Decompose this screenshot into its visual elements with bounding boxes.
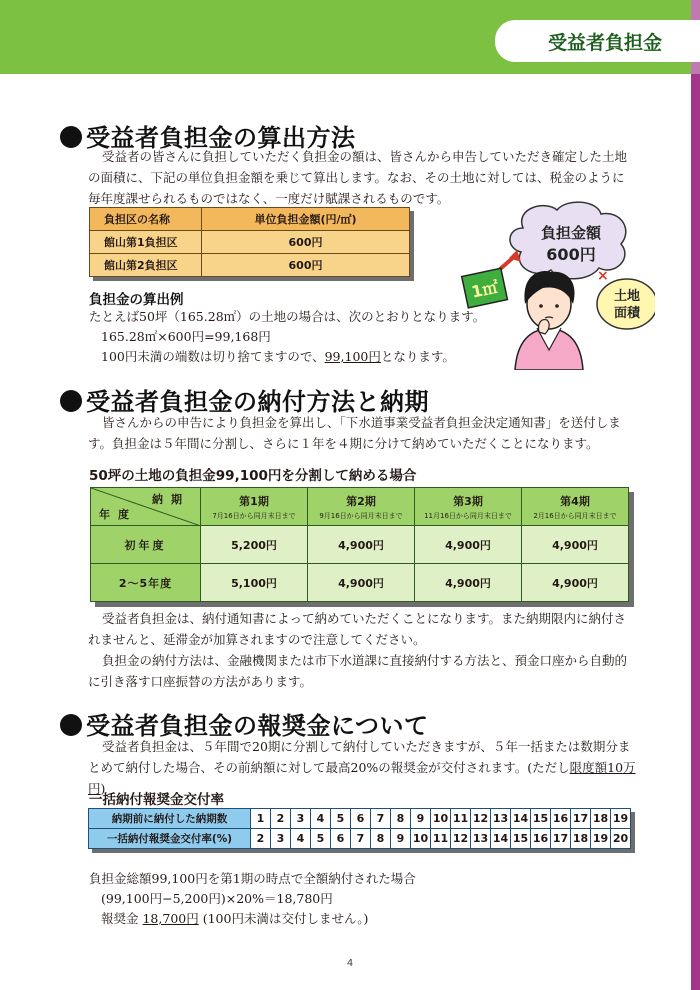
calc-line1: 負担金総額99,100円を第1期の時点で全額納付された場合 bbox=[89, 871, 416, 886]
table-row bbox=[89, 829, 631, 849]
bullet-dot-icon bbox=[60, 390, 82, 412]
reward-table-title: 一括納付報奨金交付率 bbox=[89, 792, 224, 808]
period-header: 第3期 11月16日から同月末日まで bbox=[415, 488, 522, 526]
table-cell: 16 bbox=[551, 809, 571, 829]
period-table-title: 50坪の土地の負担金99,100円を分割して納める場合 bbox=[89, 468, 417, 484]
table-header-row bbox=[91, 488, 629, 526]
corner-header-cell bbox=[91, 488, 201, 526]
table-cell: 9 bbox=[391, 829, 411, 849]
table-cell: 3 bbox=[271, 829, 291, 849]
reward-rate-table bbox=[88, 808, 631, 849]
result-amount: 99,100円 bbox=[324, 349, 381, 364]
table-cell: 9 bbox=[411, 809, 431, 829]
table-cell: 5,200円 bbox=[201, 526, 308, 564]
table-cell: 4 bbox=[311, 809, 331, 829]
calculation-illustration bbox=[455, 200, 655, 370]
table-cell: 600円 bbox=[202, 231, 410, 254]
table-cell: 18 bbox=[591, 809, 611, 829]
section2-paragraph: 皆さんからの申告により負担金を算出し、「下水道事業受益者負担金決定通知書」を送付します。負担金は５年間に分割し、さらに１年を４期に分けて納めていただくことになります。 bbox=[88, 415, 621, 451]
table-cell: 2 bbox=[271, 809, 291, 829]
area-bubble bbox=[597, 279, 655, 329]
table-cell: 7 bbox=[371, 809, 391, 829]
woman-figure-icon bbox=[515, 271, 583, 370]
table-cell: 6 bbox=[351, 809, 371, 829]
section1-heading: 受益者負担金の算出方法 bbox=[60, 118, 356, 153]
table-row bbox=[89, 809, 631, 829]
column-header: 負担区の名称 bbox=[90, 208, 202, 231]
example-line2: 165.28㎡×600円=99,168円 bbox=[101, 329, 271, 344]
row-label: 2〜5年度 bbox=[91, 564, 201, 602]
section3-paragraph: 受益者負担金は、５年間で20期に分割して納付していただきますが、５年一括または数期分まとめて納付した場合、その前納額に対して最高20%の報奨金が交付されます。(ただし限度額10万円) bbox=[88, 739, 636, 796]
table-cell: 5,100円 bbox=[201, 564, 308, 602]
unit-rate-table bbox=[89, 207, 410, 277]
calc-line3: 報奨金 18,700円 (100円未満は交付しません。) bbox=[101, 911, 369, 926]
section3-heading: 受益者負担金の報奨金について bbox=[60, 706, 429, 741]
right-edge-stripe bbox=[691, 0, 700, 990]
bullet-dot-icon bbox=[60, 714, 82, 736]
table-cell: 5 bbox=[311, 829, 331, 849]
table-cell: 15 bbox=[531, 809, 551, 829]
example-line3: 100円未満の端数は切り捨てますので、99,100円となります。 bbox=[101, 349, 455, 364]
table-cell: 4,900円 bbox=[522, 526, 629, 564]
table-cell: 館山第1負担区 bbox=[90, 231, 202, 254]
table-cell: 4,900円 bbox=[415, 564, 522, 602]
table-cell: 12 bbox=[471, 809, 491, 829]
table-cell: 7 bbox=[351, 829, 371, 849]
table-cell: 600円 bbox=[202, 254, 410, 277]
table-header-row bbox=[90, 208, 410, 231]
row-label: 一括納付報奨金交付率(%) bbox=[89, 829, 251, 849]
table-cell: 15 bbox=[511, 829, 531, 849]
table-cell: 館山第2負担区 bbox=[90, 254, 202, 277]
payment-note: 受益者負担金は、納付通知書によって納めていただくことになります。また納期限内に納付されませんと、延滞金が加算されますので注意してください。 負担金の納付方法は、金融機関または市下水道課に直接納付する方法と、預金口座から自動的に引き落す口座振替の方法があります。 bbox=[88, 611, 628, 689]
table-cell: 12 bbox=[451, 829, 471, 849]
table-cell: 5 bbox=[331, 809, 351, 829]
limit-amount: 限度額10万円 bbox=[88, 760, 636, 796]
square-meter-box bbox=[462, 268, 508, 308]
table-cell: 4,900円 bbox=[522, 564, 629, 602]
calc-line2: (99,100円−5,200円)×20%＝18,780円 bbox=[101, 891, 333, 906]
table-row bbox=[90, 231, 410, 254]
bubble-text-label: 負担金額 bbox=[540, 224, 602, 242]
table-cell: 13 bbox=[471, 829, 491, 849]
column-header: 単位負担金額(円/㎡) bbox=[202, 208, 410, 231]
table-cell: 19 bbox=[611, 809, 631, 829]
period-header: 第1期 7月16日から同月末日まで bbox=[201, 488, 308, 526]
table-cell: 4,900円 bbox=[308, 564, 415, 602]
corner-label-year: 年度 bbox=[99, 508, 137, 521]
table-row bbox=[91, 526, 629, 564]
table-cell: 17 bbox=[571, 809, 591, 829]
period-header: 第2期 9月16日から同月末日まで bbox=[308, 488, 415, 526]
table-cell: 13 bbox=[491, 809, 511, 829]
area-text-line2: 面積 bbox=[613, 306, 641, 321]
bubble-text-amount: 600円 bbox=[546, 245, 596, 264]
example-heading: 負担金の算出例 bbox=[89, 292, 184, 308]
table-cell: 6 bbox=[331, 829, 351, 849]
table-cell: 4,900円 bbox=[415, 526, 522, 564]
reward-amount: 18,700円 bbox=[142, 911, 199, 926]
table-cell: 3 bbox=[291, 809, 311, 829]
row-label: 納期前に納付した納期数 bbox=[89, 809, 251, 829]
payment-period-table bbox=[90, 487, 629, 602]
table-cell: 8 bbox=[391, 809, 411, 829]
table-cell: 11 bbox=[451, 809, 471, 829]
bullet-dot-icon bbox=[60, 126, 82, 148]
table-row bbox=[90, 254, 410, 277]
corner-label-period: 納期 bbox=[152, 493, 190, 506]
table-cell: 1 bbox=[251, 809, 271, 829]
table-cell: 17 bbox=[551, 829, 571, 849]
area-text-line1: 土地 bbox=[613, 289, 641, 304]
table-cell: 11 bbox=[431, 829, 451, 849]
row-label: 初年度 bbox=[91, 526, 201, 564]
table-cell: 4 bbox=[291, 829, 311, 849]
section2-heading: 受益者負担金の納付方法と納期 bbox=[60, 382, 429, 417]
example-line1: たとえば50坪（165.28㎡）の土地の場合は、次のとおりとなります。 bbox=[89, 309, 486, 324]
table-cell: 18 bbox=[571, 829, 591, 849]
table-row bbox=[91, 564, 629, 602]
period-header: 第4期 2月16日から同月末日まで bbox=[522, 488, 629, 526]
sqm-label: 1㎡ bbox=[469, 277, 501, 302]
page-number: 4 bbox=[346, 958, 354, 969]
table-cell: 10 bbox=[431, 809, 451, 829]
table-cell: 10 bbox=[411, 829, 431, 849]
table-cell: 2 bbox=[251, 829, 271, 849]
table-cell: 14 bbox=[491, 829, 511, 849]
multiply-icon: × bbox=[597, 268, 609, 284]
section1-paragraph: 受益者の皆さんに負担していただく負担金の額は、皆さんから申告していただき確定した土地の面積に、下記の単位負担金額を乗じて算出します。なお、その土地に対しては、税金のように毎年度課せられるものではなく、一度だけ賦課されるものです。 bbox=[88, 149, 628, 206]
table-cell: 19 bbox=[591, 829, 611, 849]
table-cell: 20 bbox=[611, 829, 631, 849]
table-cell: 14 bbox=[511, 809, 531, 829]
table-cell: 16 bbox=[531, 829, 551, 849]
table-cell: 4,900円 bbox=[308, 526, 415, 564]
table-cell: 8 bbox=[371, 829, 391, 849]
header-title: 受益者負担金 bbox=[547, 32, 662, 54]
